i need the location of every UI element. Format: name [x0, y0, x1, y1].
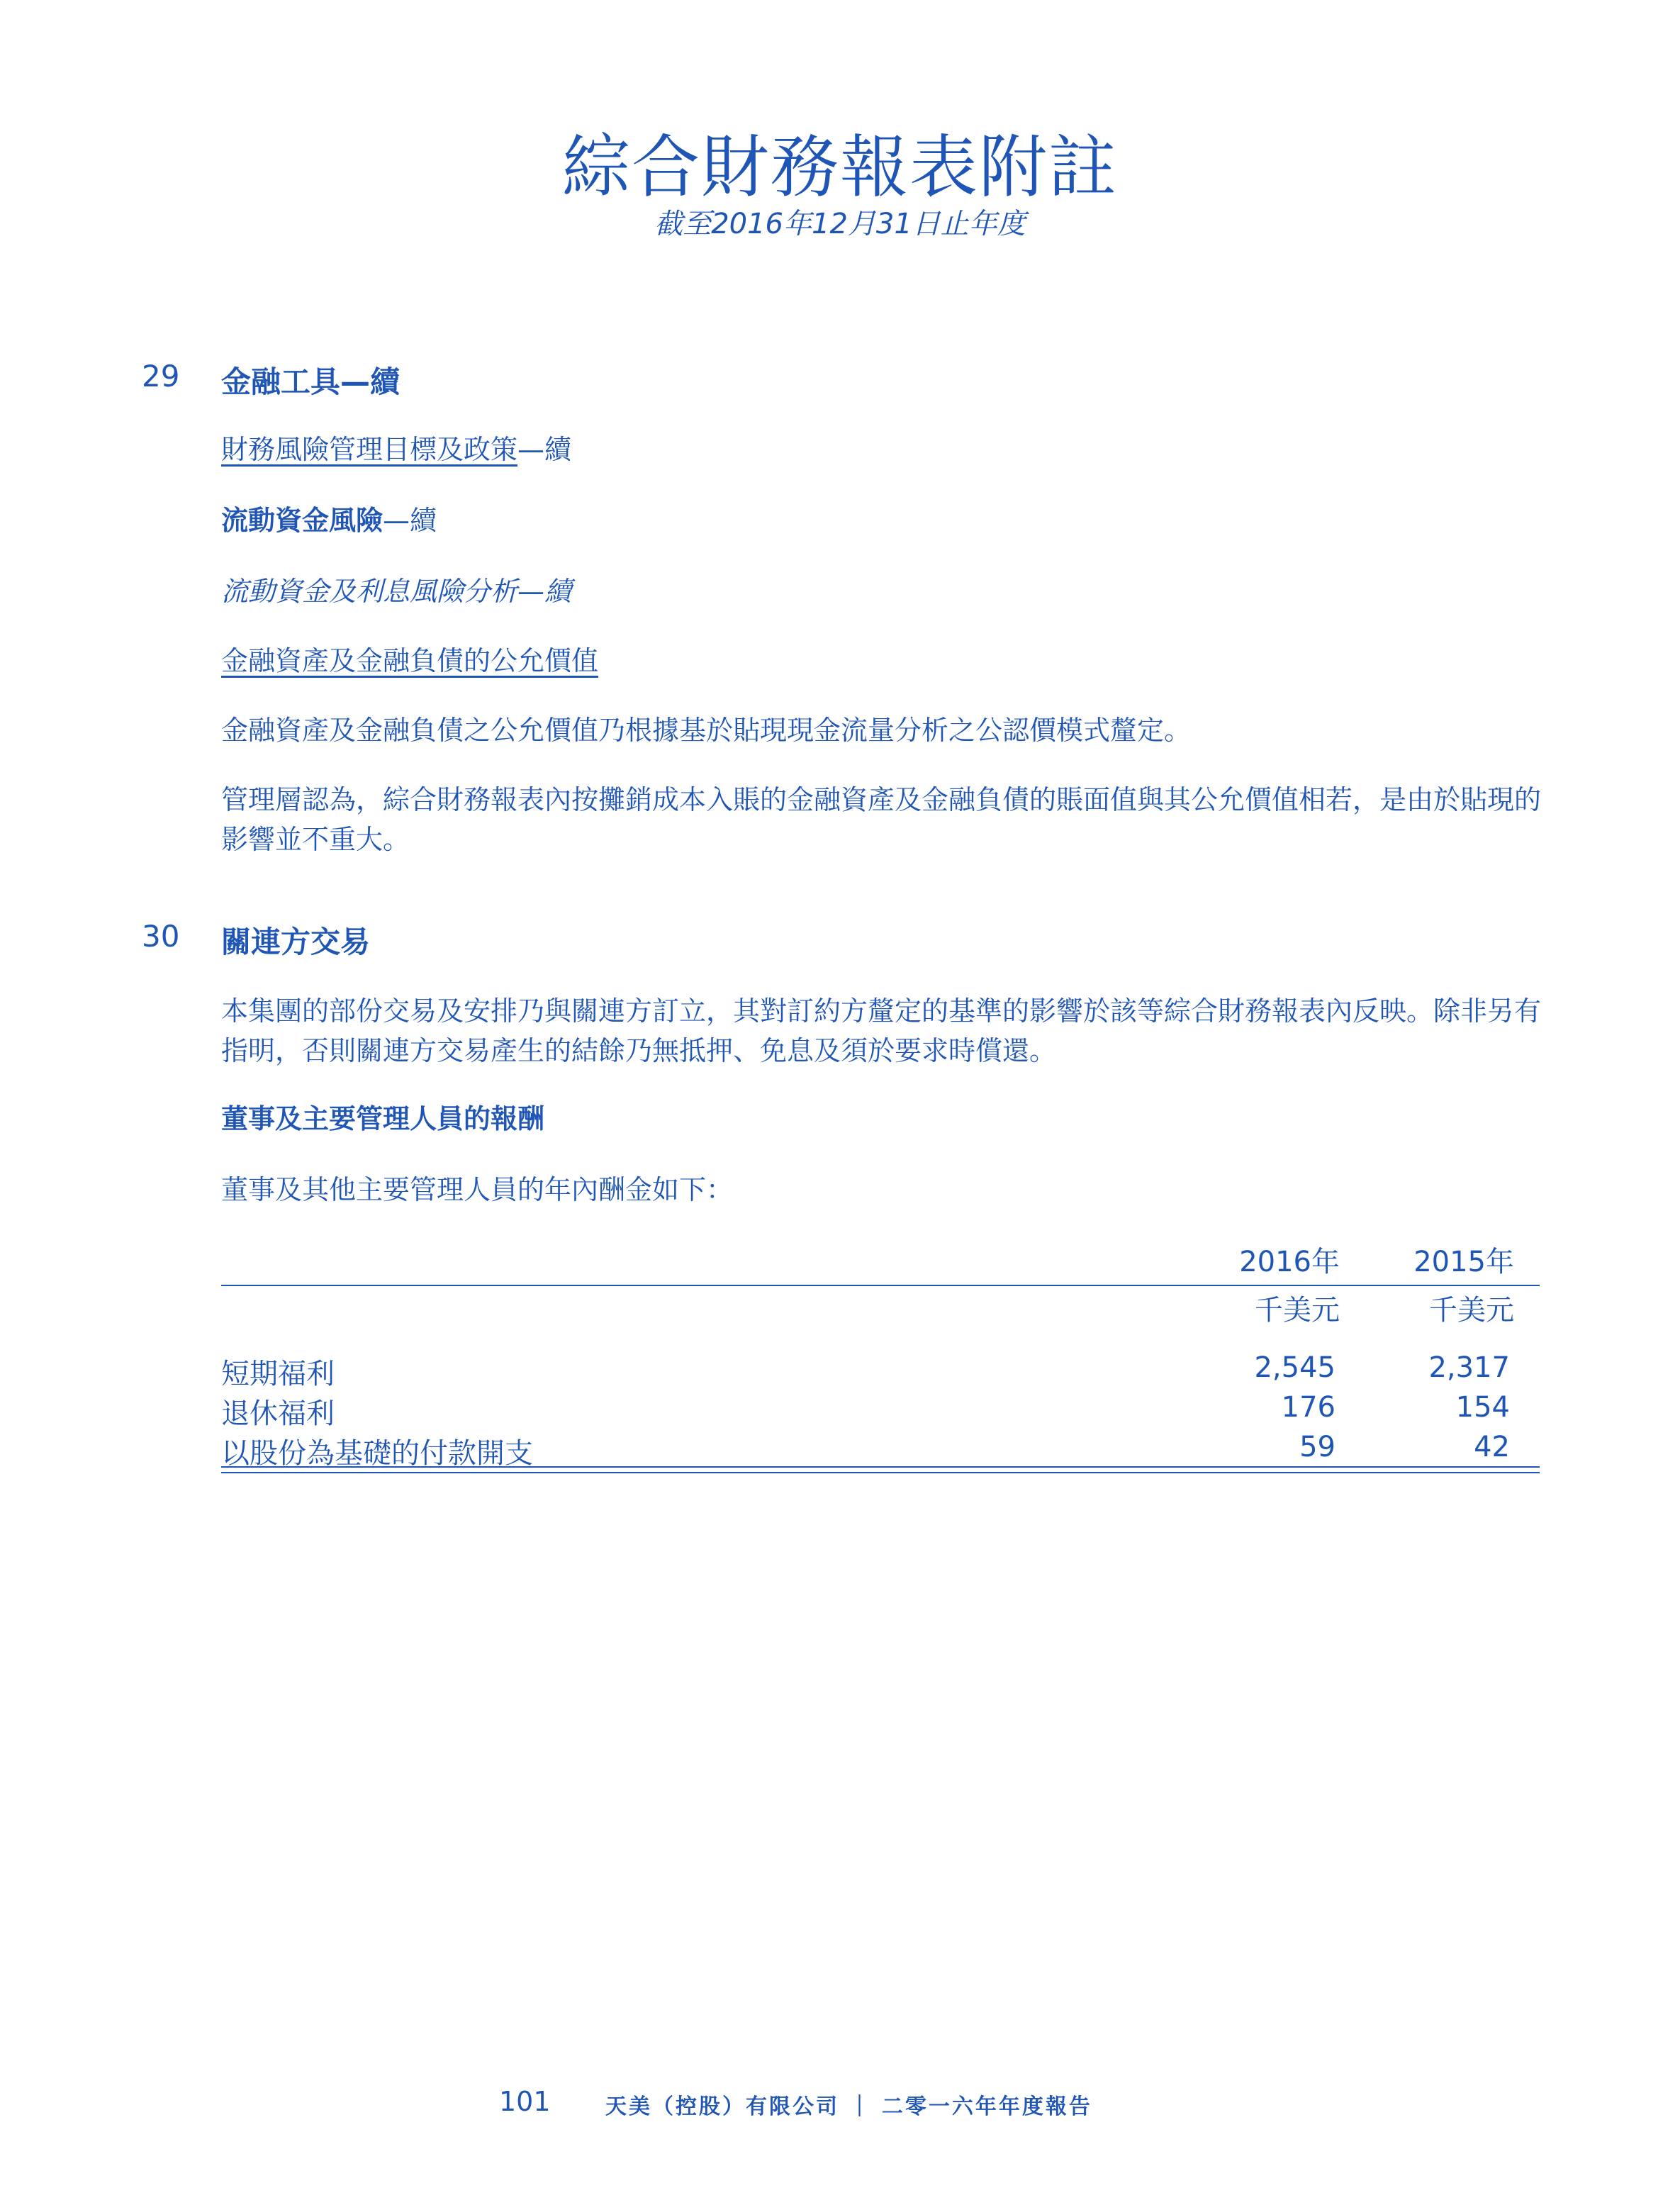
paragraph-fair-value: 金融資產及金融負債之公允價值乃根據基於貼現現金流量分析之公認價模式釐定。 — [221, 715, 1192, 746]
footer-report-title: 天美（控股）有限公司 ｜ 二零一六年年度報告 — [605, 2094, 1092, 2119]
section-29-title: 金融工具—續 — [221, 364, 401, 399]
subheading-risk-management-suffix: —續 — [517, 434, 572, 465]
section-29-number: 29 — [142, 359, 180, 393]
table-cell-2015: 42 — [1474, 1431, 1510, 1463]
subheading-fair-value: 金融資產及金融負債的公允價值 — [221, 645, 599, 676]
page-title: 綜合財務報表附註 — [562, 128, 1118, 207]
paragraph-management-view: 管理層認為，綜合財務報表內按攤銷成本入賬的金融資產及金融負債的賬面值與其公允價值相若，是由於貼現的影響並不重大。 — [221, 784, 1542, 855]
page-subtitle: 截至2016年12月31日止年度 — [654, 208, 1026, 240]
column-unit-2015: 千美元 — [1429, 1294, 1514, 1327]
section-30-number: 30 — [142, 919, 180, 954]
table-bottom-rule-double — [221, 1472, 1540, 1473]
column-unit-2016: 千美元 — [1255, 1294, 1340, 1327]
subheading-remuneration: 董事及主要管理人員的報酬 — [221, 1103, 545, 1134]
table-cell-2015: 154 — [1455, 1391, 1510, 1424]
subheading-liquidity-interest-analysis: 流動資金及利息風險分析—續 — [221, 576, 572, 607]
paragraph-remuneration-intro: 董事及其他主要管理人員的年內酬金如下： — [221, 1174, 734, 1205]
table-bottom-rule — [221, 1466, 1540, 1468]
table-row-label: 以股份為基礎的付款開支 — [221, 1437, 533, 1470]
page-number: 101 — [499, 2086, 551, 2117]
subheading-liquidity-risk — [221, 501, 1554, 540]
table-row-label: 短期福利 — [221, 1358, 335, 1390]
table-header-rule — [221, 1285, 1540, 1286]
table-cell-2015: 2,317 — [1428, 1351, 1510, 1384]
subheading-liquidity-risk-suffix: —續 — [383, 505, 437, 536]
column-header-2015: 2015年 — [1413, 1246, 1514, 1278]
section-30-title: 關連方交易 — [221, 925, 371, 959]
subheading-liquidity-risk-text: 流動資金風險 — [221, 505, 383, 536]
subheading-risk-management — [221, 430, 1554, 469]
subheading-risk-management-text: 財務風險管理目標及政策 — [221, 434, 518, 465]
column-header-2016: 2016年 — [1239, 1246, 1340, 1278]
table-cell-2016: 176 — [1281, 1391, 1335, 1424]
table-row-label: 退休福利 — [221, 1397, 335, 1430]
table-cell-2016: 2,545 — [1254, 1351, 1335, 1384]
paragraph-related-party: 本集團的部份交易及安排乃與關連方訂立，其對訂約方釐定的基準的影響於該等綜合財務報表內反映。除非另有指明，否則關連方交易產生的結餘乃無抵押、免息及須於要求時償還。 — [221, 995, 1542, 1066]
table-cell-2016: 59 — [1299, 1431, 1335, 1463]
